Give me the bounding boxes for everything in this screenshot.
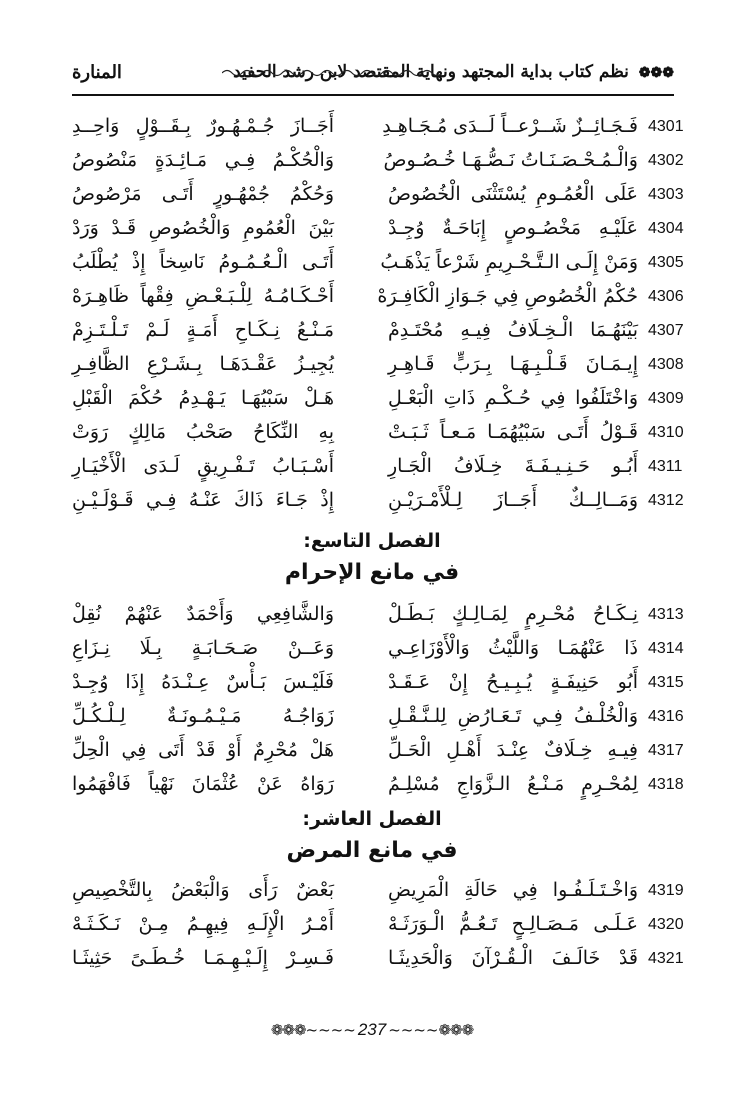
verse-row [72,668,700,702]
work-title: المنارة [72,62,122,83]
book-title: نظم كتاب بداية المجتهد ونهاية المقتصد لابن رشد الحفيد [233,62,629,82]
verse-number: 4302 [648,152,684,169]
verse-second-hemistich: يُجِيـزُ عَقْـدَهَـا بِـشَـرْعِ الظَّافِـرِ [72,353,334,375]
verse-first-hemistich: وَمَــالِــكٌ أَجَــازَ لِـلْأَمْـرَيْـنِ [388,489,638,511]
verse-first-hemistich: أَبُو حَنِيفَـةٍ يُـبِـيـحُ إِنْ عَـقَـدْ [388,671,638,693]
verse-row [72,600,700,634]
verse-row [72,384,700,418]
verse-row [72,910,700,944]
page-number: 237 [357,1020,387,1039]
verse-second-hemistich: بَيْنَ الْعُمُومِ وَالْخُصُوصِ قَـدْ وَرَدْ [72,217,334,239]
verse-second-hemistich: زَوَاجُـهُ مَـيْـمُـونَـةٌ لِـلْـكُـلِّ [72,705,334,727]
verse-number: 4320 [648,916,684,933]
chapter-9-title: الفصل التاسع: [303,530,441,552]
verse-number: 4316 [648,708,684,725]
verse-first-hemistich: وَمَنْ إِلَـى الـتَّـحْـرِيمِ شَرْعاً يَذْهَـبُ [380,251,638,273]
verse-second-hemistich: أَحْـكَـامُـهُ لِلْـبَـعْـضِ فِقْهاً ظَاهِـرَهْ [72,285,334,307]
verse-row [72,350,700,384]
verse-number: 4301 [648,118,684,135]
verse-row [72,180,700,214]
verse-first-hemistich: نِـكَـاحُ مُحْـرِمٍ لِمَـالِـكٍ بَـطَـلْ [388,603,638,625]
verse-first-hemistich: عَلَى الْعُمُـومِ يُسْتَثْنَى الْخُصُوصُ [388,183,638,205]
verse-first-hemistich: عَلَيْـهِ مَخْصُـوصٍ إِبَاحَـةٌ وُجِـدْ [388,217,638,239]
verse-number: 4311 [648,458,683,475]
flower-ornament-icon: ❁❁❁ [638,65,674,81]
verse-first-hemistich: قَدْ خَالَـفَ الْـقُـرْآنَ وَالْحَدِيثَـا [388,947,638,969]
verse-row [72,876,700,910]
verse-first-hemistich: لِمُحْـرِمٍ مَـنْـعُ الـزَّوَاجِ مُسْلِـمُ [388,773,638,795]
verse-second-hemistich: وَحُكْمُ جُمْهُـورٍ أَتَـى مَرْصُوصُ [72,183,334,205]
verse-number: 4315 [648,674,684,691]
verse-second-hemistich: هَلْ مُحْرِمٌ أَوْ قَدْ أَتَى فِي الْحِلِّ [72,739,334,761]
verse-second-hemistich: رَوَاهُ عَنْ عُثْمَانَ نَهْياً فَافْهَمُوا [72,773,334,795]
verse-row [72,770,700,804]
verse-number: 4312 [648,492,684,509]
verse-row [72,282,700,316]
verse-number: 4314 [648,640,684,657]
verse-first-hemistich: قَـوْلُ أَتَـى سَبْيُهُمَـا مَـعـاً ثَـبَـتْ [388,421,638,443]
verse-second-hemistich: إِذْ جَـاءَ ذَاكَ عَنْـهُ فِـي قَـوْلَـيْـنِ [72,489,334,511]
verse-number: 4309 [648,390,684,407]
verse-row [72,486,700,520]
verse-number: 4318 [648,776,684,793]
verse-second-hemistich: أَتَـى الْـعُـمُـومُ نَاسِخاً إِذْ يُطْلَبُ [72,251,334,273]
verse-number: 4304 [648,220,684,237]
verse-first-hemistich: إِيـمَـانَ قَـلْـبِـهَـا بِـرَبٍّ قَـاهِـرِ [388,353,638,375]
verse-number: 4307 [648,322,684,339]
verse-number: 4319 [648,882,684,899]
verse-second-hemistich: فَلَيْـسَ بَـأْسٌ عِـنْـدَهُ إِذَا وُجِـدْ [72,671,334,693]
verse-number: 4313 [648,606,684,623]
verse-second-hemistich: وَالْحُكْـمُ فِـي مَـائِـدَةٍ مَنْصُوصُ [72,149,334,171]
verse-number: 4308 [648,356,684,373]
flower-ornament-icon: ❁❁❁ [270,1021,306,1039]
verse-row [72,316,700,350]
verse-block-2 [72,600,700,804]
verse-number: 4317 [648,742,684,759]
verse-first-hemistich: بَيْنَهُـمَا الْـخِـلَافُ فِيـهِ مُحْتَـدِمْ [388,319,638,341]
verse-number: 4303 [648,186,684,203]
page-header [72,58,674,96]
verse-number: 4321 [648,950,684,967]
verse-row [72,736,700,770]
verse-second-hemistich: وَعَــنْ صَـحَـابَـةٍ بِـلَا نِـزَاعِ [72,637,334,659]
verse-first-hemistich: وَالْـمُـحْـصَـنَـاتُ نَـصُّـهَـا خُـصُـوصُ [383,149,638,171]
page-footer: ❁❁❁~~~~ 237 ~~~~❁❁❁ [270,1020,474,1039]
verse-row [72,702,700,736]
verse-second-hemistich: هَـلْ سَبْيُهَـا يَـهْـدِمُ حُكْمَ الْقَبْلِ [72,387,334,409]
verse-row [72,146,700,180]
verse-row [72,418,700,452]
verse-number: 4306 [648,288,684,305]
verse-row [72,248,700,282]
chapter-10-title: الفصل العاشر: [302,808,442,830]
flower-ornament-icon: ❁❁❁ [438,1021,474,1039]
verse-block-1 [72,112,700,520]
verse-row [72,112,700,146]
verse-second-hemistich: مَـنْـعُ نِـكَـاحِ أَمَـةٍ لَـمْ تَـلْـتَـزِمْ [72,319,334,341]
verse-first-hemistich: ذَا عَنْهُمَـا وَاللَّيْثُ وَالْأَوْزَاعِـي [388,637,638,659]
verse-second-hemistich: أَجَــازَ جُـمْـهُـورٌ بِـقَــوْلٍ وَاحِــدِ [72,115,334,137]
verse-first-hemistich: وَالْخُلْـفُ فِـي تَـعَـارُضِ لِلـنَّـقْـلِ [388,705,638,727]
verse-first-hemistich: وَاخْتَلَفُوا فِي حُـكْـمِ ذَاتِ الْبَعْـلِ [388,387,638,409]
verse-row [72,214,700,248]
verse-first-hemistich: أَبُـو حَـنِـيـفَـةَ خِـلَافُ الْجَـارِ [388,455,638,477]
verse-first-hemistich: عَـلَـى مَـصَـالِـحٍ تَـعُـمُّ الْـوَرَثَـهْ [388,913,638,935]
verse-first-hemistich: فَـجَـائِــزٌ شَــرْعــاً لَــدَى مُـجَـاهِـدِ [382,115,638,137]
verse-row [72,634,700,668]
verse-second-hemistich: فَـسِـرْ إِلَـيْـهِـمَـا خُـطَـىً حَثِيثَـا [72,947,334,969]
verse-second-hemistich: أَمْـرُ الْإِلَـهِ فِيهِـمُ مِـنْ نَـكَـثَـهْ [72,913,334,935]
verse-first-hemistich: حُكْمُ الْخُصُوصِ فِي جَـوَازِ الْكَافِـرَهْ [377,285,638,307]
wavy-line-ornament [222,66,442,80]
verse-number: 4305 [648,254,684,271]
verse-row [72,452,700,486]
verse-second-hemistich: وَالشَّافِعِي وَأَحْمَدٌ عَنْهُمْ نُقِلْ [72,603,334,625]
verse-first-hemistich: وَاخْـتَـلَـفُـوا فِي حَالَةِ الْمَرِيضِ [388,879,638,901]
verse-row [72,944,700,978]
verse-second-hemistich: بِهِ النِّكَاحُ صَحْبُ مَالِكٍ رَوَتْ [72,421,334,443]
verse-first-hemistich: فِيـهِ خِـلَافٌ عِنْـدَ أَهْـلِ الْحَـلِّ [388,739,638,761]
verse-second-hemistich: بَعْضٌ رَأَى وَالْبَعْضُ بِالتَّخْصِيصِ [72,879,334,901]
verse-number: 4310 [648,424,684,441]
verse-second-hemistich: أَسْـبَـابُ تَـفْـرِيقٍ لَـدَى الْأَخْيَـارِ [72,455,334,477]
verse-block-3 [72,876,700,978]
chapter-9-subject: في مانع الإحرام [284,560,460,585]
chapter-10-subject: في مانع المرض [286,838,458,863]
